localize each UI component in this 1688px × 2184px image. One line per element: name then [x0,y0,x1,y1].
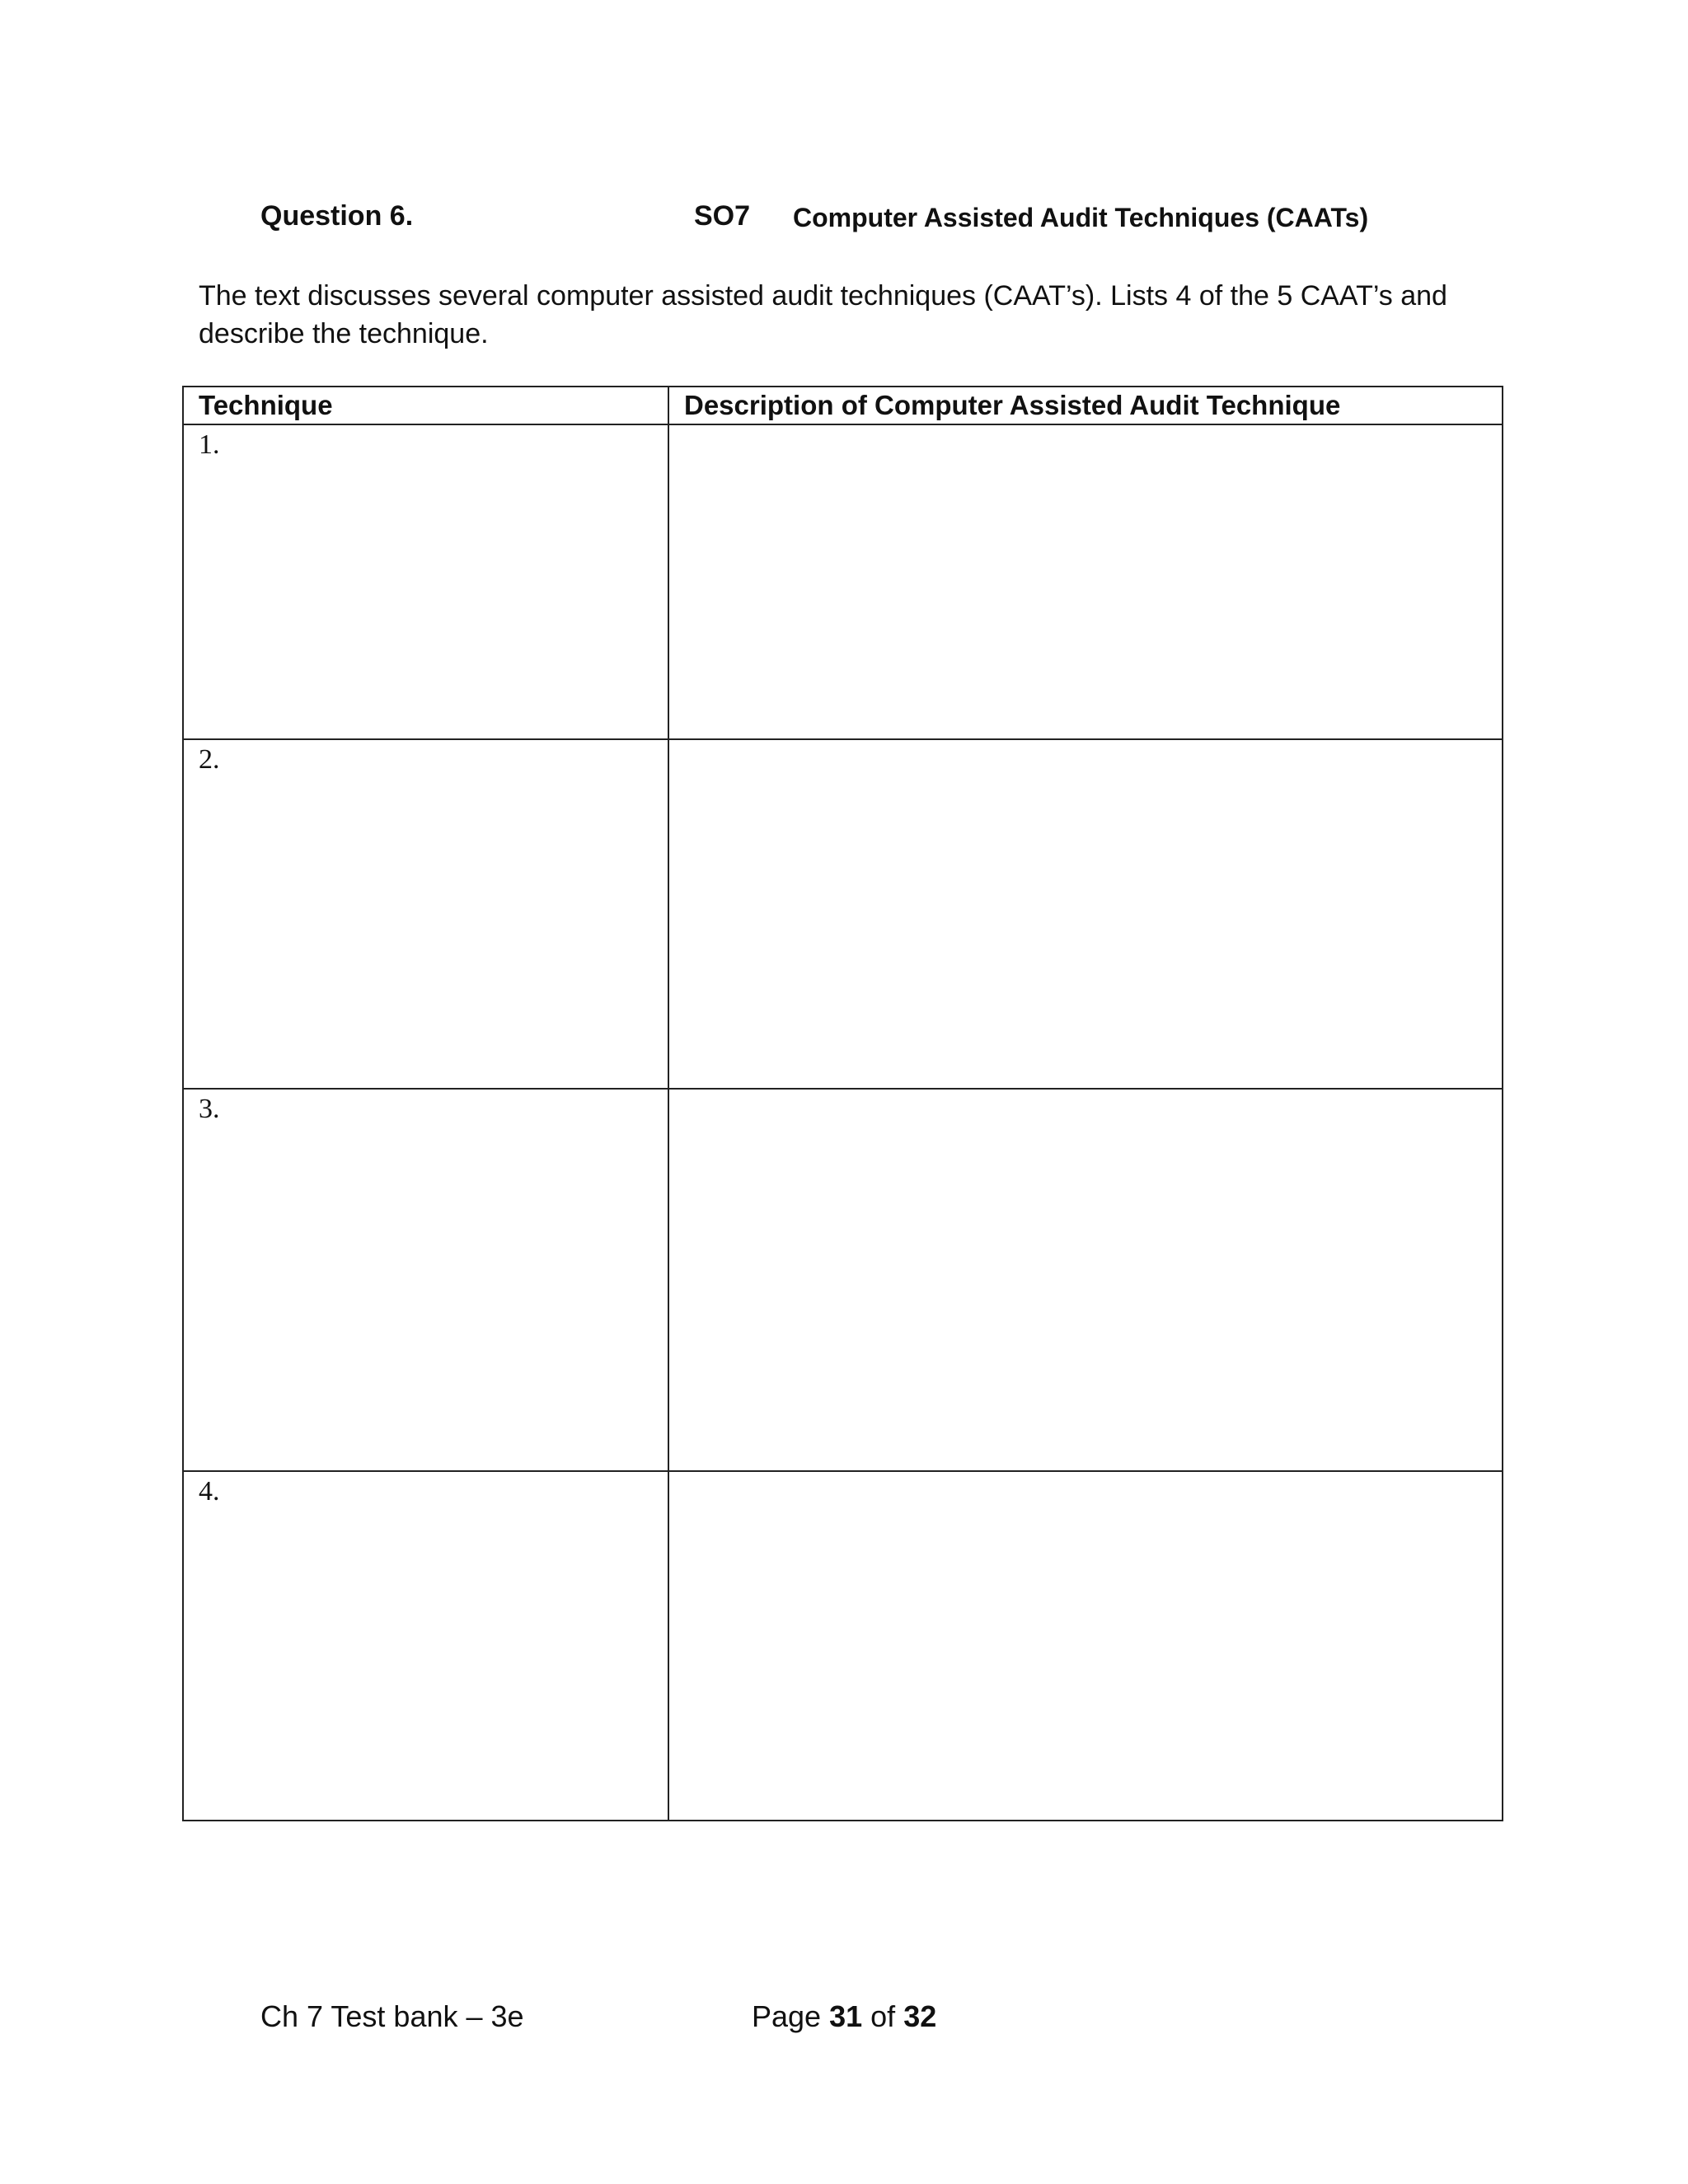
page-number [752,1999,936,2034]
page-prefix: Page [752,1999,822,2033]
study-objective: SO7 [694,200,751,232]
technique-cell[interactable]: 3. [183,1089,668,1471]
topic-title: Computer Assisted Audit Techniques (CAATs) [793,203,1369,232]
table-row [183,739,1503,1089]
description-cell[interactable] [668,424,1503,739]
question-instructions: The text discusses several computer assisted audit techniques (CAAT’s). Lists 4 of the 5 CAAT’s and describe the technique. [199,280,1447,349]
answer-table [182,386,1503,1821]
table-row [183,1471,1503,1821]
table-row [183,1089,1503,1471]
table-header-row [183,387,1503,424]
technique-cell[interactable]: 4. [183,1471,668,1821]
page-current: 31 [829,1999,863,2033]
column-header-technique: Technique [183,387,668,424]
technique-cell[interactable]: 2. [183,739,668,1089]
answer-table-container [182,386,1502,1821]
page-total: 32 [903,1999,937,2033]
question-number: Question 6. [260,200,414,232]
footer-document-title: Ch 7 Test bank – 3e [260,1999,524,2033]
description-cell[interactable] [668,1089,1503,1471]
description-cell[interactable] [668,739,1503,1089]
description-cell[interactable] [668,1471,1503,1821]
column-header-description: Description of Computer Assisted Audit Technique [668,387,1503,424]
table-row [183,424,1503,739]
page-of: of [870,1999,896,2033]
question-header [0,200,1688,241]
technique-cell[interactable]: 1. [183,424,668,739]
